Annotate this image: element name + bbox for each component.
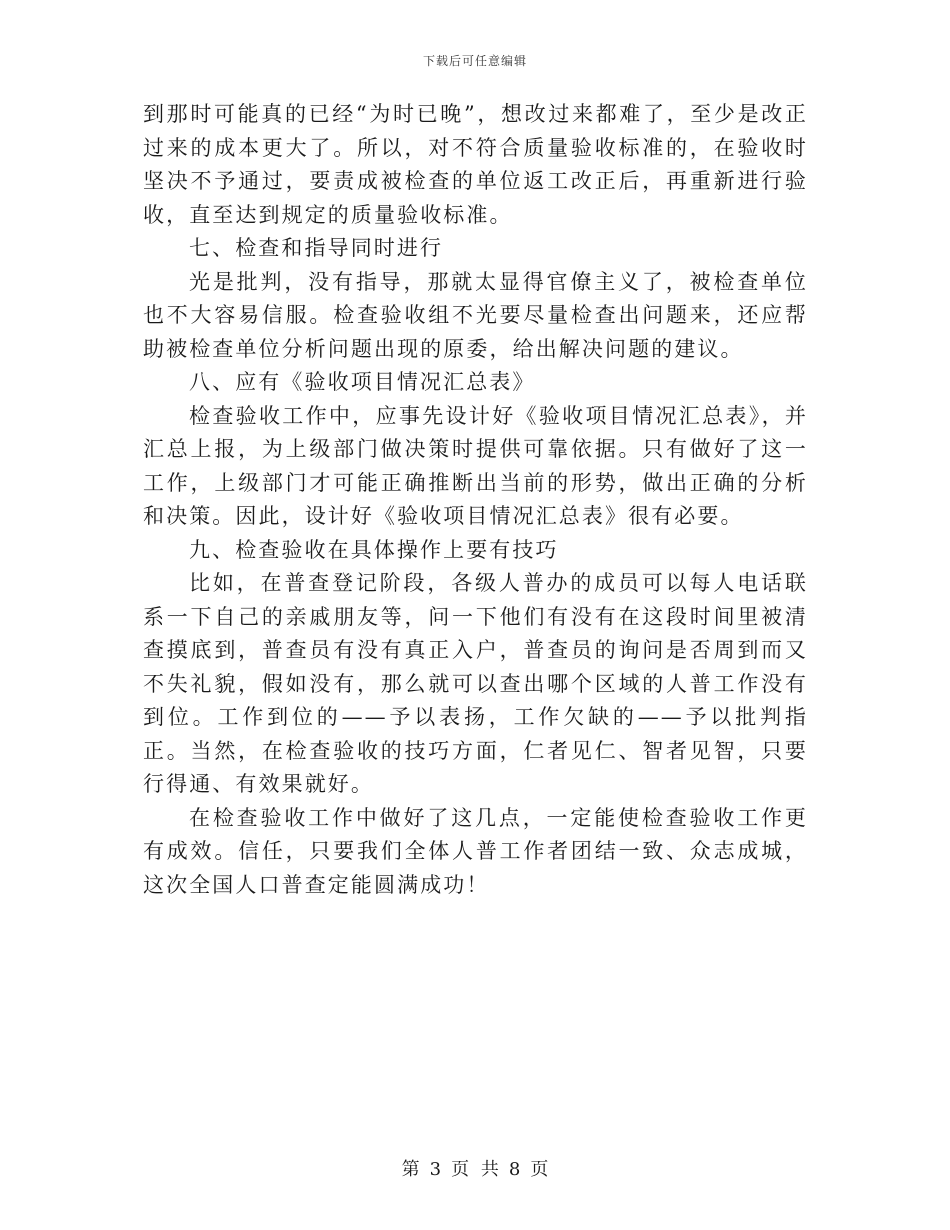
footer-middle: 页 共: [451, 1159, 499, 1180]
paragraph-3: 检查验收工作中，应事先设计好《验收项目情况汇总表》，并汇总上报，为上级部门做决策时提供可靠依据。只有做好了这一工作，上级部门才可能正确推断出当前的形势，做出正确的分析和决策。因此，设计好《验收项目情况汇总表》很有必要。: [143, 403, 808, 528]
paragraph-2: 光是批判，没有指导，那就太显得官僚主义了，被检查单位也不大容易信服。检查验收组不光要尽量检查出问题来，还应帮助被检查单位分析问题出现的原委，给出解决问题的建议。: [143, 269, 808, 361]
paragraph-1: 到那时可能真的已经“为时已晚”，想改过来都难了，至少是改正过来的成本更大了。所以，对不符合质量验收标准的，在验收时坚决不予通过，要责成被检查的单位返工改正后，再重新进行验收，直至达到规定的质量验收标准。: [143, 102, 808, 227]
current-page-number: 3: [429, 1159, 442, 1180]
total-page-number: 8: [508, 1159, 521, 1180]
section-heading-7: 七、检查和指导同时进行: [189, 236, 444, 260]
section-heading-8: 八、应有《验收项目情况汇总表》: [189, 370, 536, 394]
section-heading-9: 九、检查验收在具体操作上要有技巧: [189, 537, 559, 562]
document-body: [143, 98, 808, 902]
footer-prefix: 第: [401, 1159, 420, 1180]
footer-suffix: 页: [530, 1159, 549, 1180]
page-footer: [0, 1155, 950, 1181]
paragraph-4: 比如，在普查登记阶段，各级人普办的成员可以每人电话联系一下自己的亲戚朋友等，问一下他们有没有在这段时间里被清查摸底到，普查员有没有真正入户，普查员的询问是否周到而又不失礼貌，假如没有，那么就可以查出哪个区域的人普工作没有到位。工作到位的——予以表扬，工作欠缺的——予以批判指正。当然，在检查验收的技巧方面，仁者见仁、智者见智，只要行得通、有效果就好。: [143, 571, 808, 796]
page-header: 下载后可任意编辑: [422, 54, 527, 68]
paragraph-5: 在检查验收工作中做好了这几点，一定能使检查验收工作更有成效。信任，只要我们全体人普工作者团结一致、众志成城，这次全国人口普查定能圆满成功！: [143, 805, 808, 897]
